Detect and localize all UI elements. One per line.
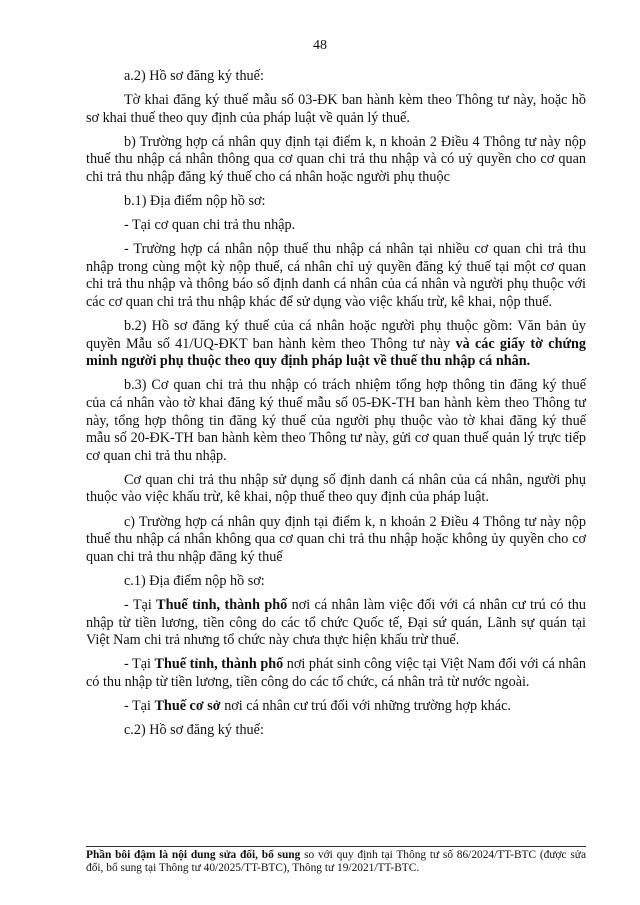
paragraph [86, 92, 586, 127]
text-run: - Trường hợp cá nhân nộp thuế thu nhập cá nhân tại nhiều cơ quan chi trả thu nhập trong cùng một kỳ nộp thuế, cá nhân chỉ uỷ quyền đăng ký thuế tại một cơ quan chi trả thu nhập và thông báo số định danh cá nhân của cá nhân và người phụ thuộc với các cơ quan chi trả thu nhập khác để sử dụng vào việc khấu trừ, kê khai, nộp thuế. [86, 241, 586, 311]
footnote-bold-text: Phần bôi đậm là nội dung sửa đổi, bổ sung [86, 849, 301, 861]
text-run: Tờ khai đăng ký thuế mẫu số 03-ĐK ban hành kèm theo Thông tư này, hoặc hồ sơ khai thuế theo quy định của pháp luật về quản lý thuế. [86, 92, 586, 126]
paragraph [86, 318, 586, 371]
paragraph [86, 241, 586, 311]
text-run: b.1) Địa điểm nộp hồ sơ: [124, 193, 266, 210]
paragraph [86, 656, 586, 691]
text-run: nơi phát sinh công việc tại Việt Nam đối với cá nhân có thu nhập từ tiền lương, tiền công do các tổ chức, cá nhân trả từ nước ngoài. [86, 656, 586, 690]
text-run: - Tại cơ quan chi trả thu nhập. [124, 217, 296, 234]
paragraph [86, 217, 586, 235]
page-number: 48 [313, 38, 327, 53]
text-run: - Tại [124, 697, 155, 714]
paragraph [86, 597, 586, 650]
footer-divider [86, 846, 586, 847]
document-body [86, 68, 586, 746]
paragraph [86, 472, 586, 507]
paragraph [86, 134, 586, 187]
paragraph [86, 68, 586, 86]
text-run: c.1) Địa điểm nộp hồ sơ: [124, 572, 265, 589]
text-run: a.2) Hồ sơ đăng ký thuế: [124, 68, 264, 84]
text-run: nơi cá nhân cư trú đối với những trường hợp khác. [220, 697, 511, 714]
text-run: Cơ quan chi trả thu nhập sử dụng số định danh cá nhân của cá nhân, người phụ thuộc vào việc khấu trừ, kê khai, nộp thuế theo quy định của pháp luật. [86, 471, 586, 506]
text-run: nơi cá nhân làm việc đối với cá nhân cư trú có thu nhập từ tiền lương, tiền công do các tổ chức Quốc tế, Đại sứ quán, Lãnh sự quán tại Việt Nam chi trả nhưng tổ chức này chưa thực hiện khấu trừ thuế. [86, 596, 586, 649]
text-run: - Tại [124, 656, 155, 673]
text-run: b.2) Hồ sơ đăng ký thuế của cá nhân hoặc người phụ thuộc gồm: Văn bản ủy quyền Mẫu số 41/UQ-ĐKT ban hành kèm theo Thông tư này [86, 318, 586, 352]
text-run: b.3) Cơ quan chi trả thu nhập có trách nhiệm tổng hợp thông tin đăng ký thuế của cá nhân vào tờ khai đăng ký thuế mẫu số 05-ĐK-TH ban hành kèm theo Thông tư này, tổng hợp thông tin đăng ký thuế của người phụ thuộc vào tờ khai đăng ký thuế mẫu số 20-ĐK-TH ban hành kèm theo Thông tư này, gửi cơ quan thuế quản lý trực tiếp cơ quan chi trả thu nhập. [86, 377, 586, 464]
paragraph [86, 573, 586, 591]
paragraph [86, 514, 586, 567]
paragraph [86, 377, 586, 465]
footnote-text: so với quy định tại Thông tư số 86/2024/TT-BTC (được sửa đổi, bổ sung tại Thông tư 40/2025/TT-BTC), Thông tư 19/2021/TT-BTC. [86, 849, 586, 874]
bold-text: Thuế tỉnh, thành phố [154, 656, 284, 673]
bold-text: Thuế tỉnh, thành phố [156, 596, 288, 613]
footnote [86, 849, 586, 875]
paragraph [86, 722, 586, 740]
text-run: c.2) Hồ sơ đăng ký thuế: [124, 722, 264, 738]
text-run: c) Trường hợp cá nhân quy định tại điểm k, n khoản 2 Điều 4 Thông tư này nộp thuế thu nhập cá nhân không qua cơ quan chi trả thu nhập hoặc không ủy quyền cho cơ quan chi trả thu nhập đăng ký thuế [86, 513, 586, 565]
bold-text: Thuế cơ sở [154, 697, 221, 714]
paragraph [86, 193, 586, 211]
bold-text: và các giấy tờ chứng minh người phụ thuộc theo quy định pháp luật về thuế thu nhập cá nhân. [86, 335, 586, 370]
paragraph [86, 698, 586, 716]
text-run: - Tại [124, 596, 157, 613]
text-run: b) Trường hợp cá nhân quy định tại điểm k, n khoản 2 Điều 4 Thông tư này nộp thuế thu nhập cá nhân thông qua cơ quan chi trả thu nhập và có uỷ quyền cho cơ quan chi trả thu nhập đăng ký thuế cho cá nhân hoặc người phụ thuộc [86, 133, 586, 185]
